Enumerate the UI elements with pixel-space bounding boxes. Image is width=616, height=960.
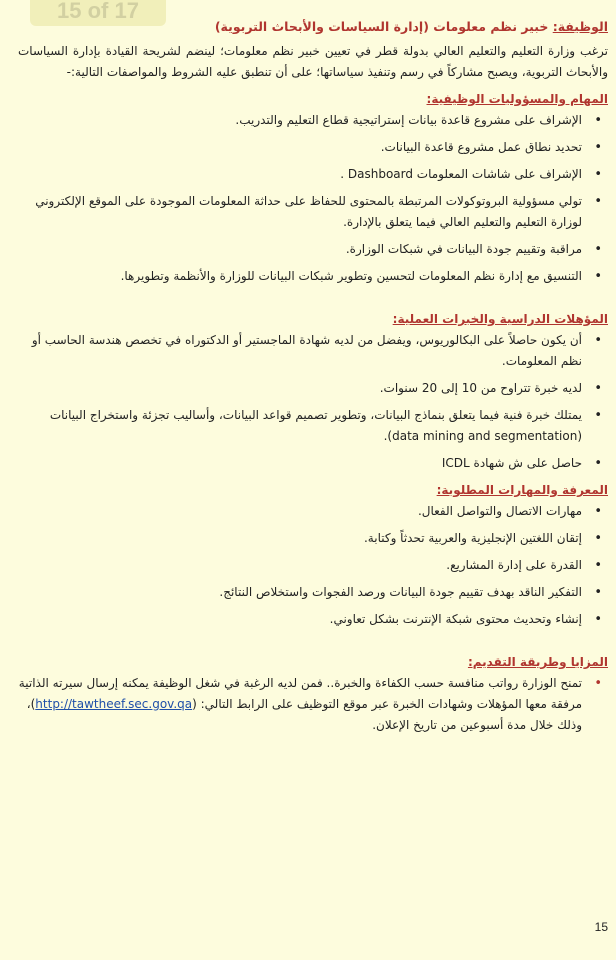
job-title-text: خبير نظم معلومات (إدارة السياسات والأبحاث التربوية) <box>214 19 549 34</box>
list-item: • مراقبة وتقييم جودة البيانات في شبكات الوزارة. <box>18 239 582 260</box>
application-link[interactable]: http://tawtheef.sec.gov.qa <box>35 697 193 711</box>
benefits-text: تمنح الوزارة رواتب منافسة حسب الكفاءة والخبرة.. فمن لديه الرغبة في شغل الوظيفة يمكنه إرسال سيرته الذاتية مرفقة معها المؤهلات وشهادات الخبرة عبر موقع التوظيف على الرابط التالي: ( <box>18 676 582 711</box>
list-item <box>18 673 582 736</box>
list-item: • القدرة على إدارة المشاريع. <box>18 555 582 576</box>
duties-list <box>18 110 608 287</box>
page-number: 15 <box>594 920 608 934</box>
list-item: • أن يكون حاصلاً على البكالوريوس، ويفضل من لديه شهادة الماجستير أو الدكتوراه في تخصص هندسة الحاسب أو نظم المعلومات. <box>18 330 582 372</box>
duties-heading: المهام والمسؤوليات الوظيفية: <box>426 92 608 106</box>
job-title-prefix: الوظيفة: <box>552 19 608 34</box>
benefits-heading: المزايا وطريقة التقديم: <box>467 655 608 669</box>
list-item: • التفكير الناقد بهدف تقييم جودة البيانات ورصد الفجوات واستخلاص النتائج. <box>18 582 582 603</box>
list-item: • الإشراف على شاشات المعلومات Dashboard . <box>18 164 582 185</box>
skills-heading: المعرفة والمهارات المطلوبة: <box>436 483 608 497</box>
list-item: • تحديد نطاق عمل مشروع قاعدة البيانات. <box>18 137 582 158</box>
qualifications-heading: المؤهلات الدراسية والخبرات العملية: <box>392 312 608 326</box>
list-item: • التنسيق مع إدارة نظم المعلومات لتحسين وتطوير شبكات البيانات للوزارة والأنظمة وتطويرها. <box>18 266 582 287</box>
page-counter-badge: 15 of 17 <box>30 0 166 26</box>
job-posting <box>18 16 608 742</box>
benefits-list <box>18 673 608 736</box>
benefits-text-end: )، وذلك خلال مدة أسبوعين من تاريخ الإعلان. <box>26 697 582 732</box>
intro-paragraph: ترغب وزارة التعليم والتعليم العالي بدولة قطر في تعيين خبير نظم معلومات؛ لينضم لشريحة القيادة بإدارة السياسات والأبحاث التربوية، ويصبح مشاركاً في رسم وتنفيذ سياساتها؛ على أن تنطبق عليه الشروط والمواصفات التالية:- <box>18 44 608 79</box>
job-title <box>18 16 608 37</box>
list-item: • الإشراف على مشروع قاعدة بيانات إستراتيجية قطاع التعليم والتدريب. <box>18 110 582 131</box>
list-item: • إنشاء وتحديث محتوى شبكة الإنترنت بشكل تعاوني. <box>18 609 582 630</box>
list-item: • مهارات الاتصال والتواصل الفعال. <box>18 501 582 522</box>
list-item: • يمتلك خبرة فنية فيما يتعلق بنماذج البيانات، وتطوير تصميم قواعد البيانات، وأساليب تجزئة واستخراج البيانات (data mining and segmentation). <box>18 405 582 447</box>
qualifications-list <box>18 330 608 474</box>
list-item: • حاصل على ش شهادة ICDL <box>18 453 582 474</box>
list-item: • تولي مسؤولية البروتوكولات المرتبطة بالمحتوى للحفاظ على حداثة المعلومات الموجودة على الموقع الإلكتروني لوزارة التعليم والتعليم العالي فيما يتعلق بالإدارة. <box>18 191 582 233</box>
list-item: • إتقان اللغتين الإنجليزية والعربية تحدثاً وكتابة. <box>18 528 582 549</box>
skills-list <box>18 501 608 630</box>
list-item: • لديه خبرة تتراوح من 10 إلى 20 سنوات. <box>18 378 582 399</box>
